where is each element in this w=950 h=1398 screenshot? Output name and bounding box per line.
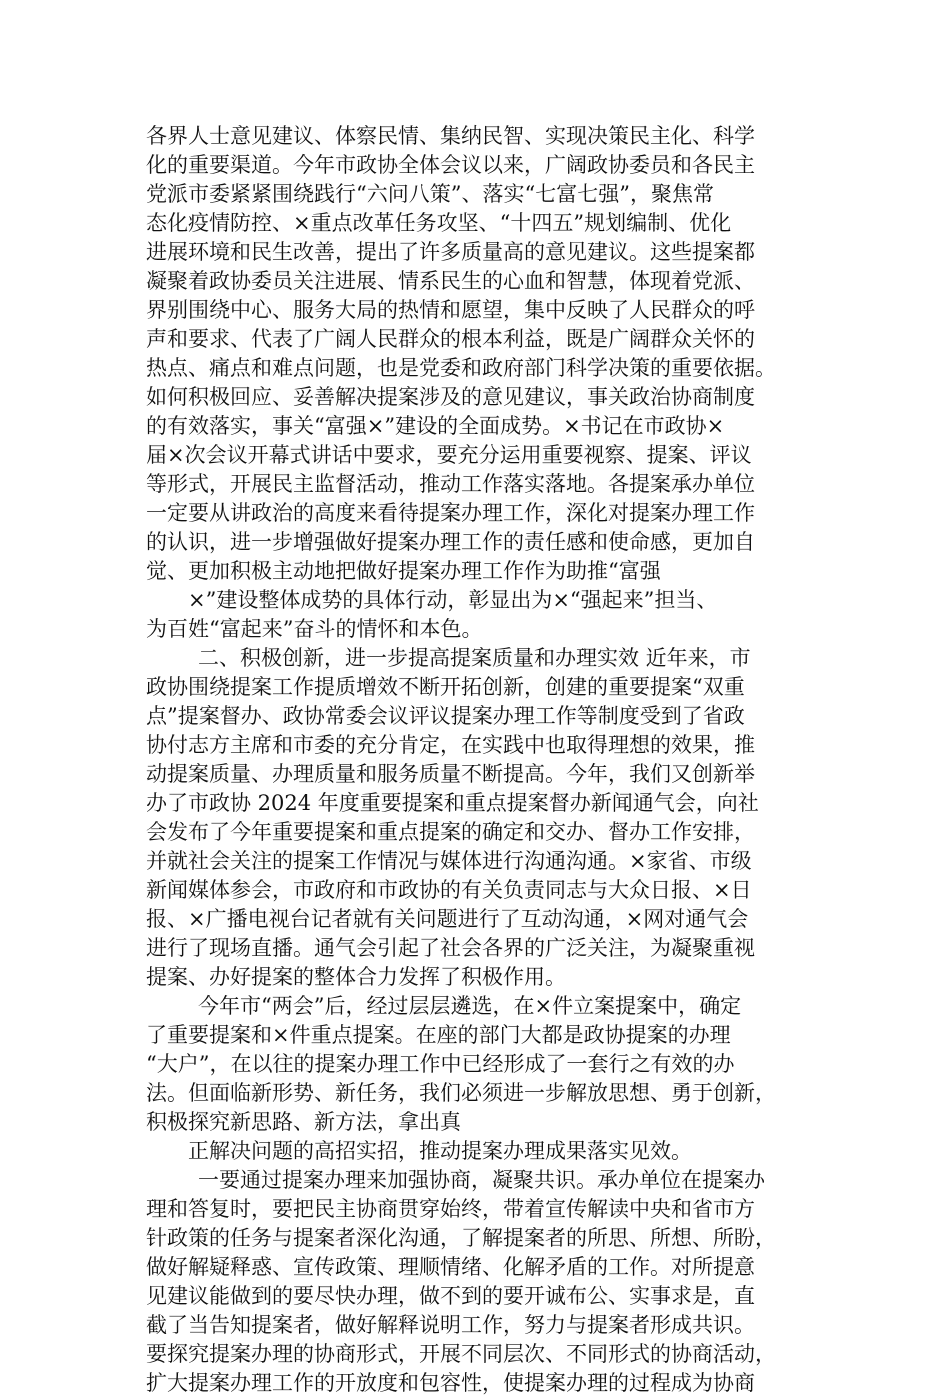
text-line: “大户”，在以往的提案办理工作中已经形成了一套行之有效的办: [146, 1052, 735, 1076]
text-line: 今年市“两会”后，经过层层遴选，在×件立案提案中，确定: [198, 994, 742, 1018]
text-line: 党派市委紧紧围绕践行“六问八策”、落实“七富七强”，聚焦常: [146, 182, 714, 206]
text-line: 二、积极创新，进一步提高提案质量和办理实效 近年来，市: [198, 646, 751, 670]
text-line: ×”建设整体成势的具体行动，彰显出为×“强起来”担当、: [188, 588, 718, 612]
text-line: 为百姓“富起来”奋斗的情怀和本色。: [146, 617, 483, 641]
text-line: 要探究提案办理的协商形式，开展不同层次、不同形式的协商活动，: [146, 1342, 776, 1366]
text-line: 等形式，开展民主监督活动，推动工作落实落地。各提案承办单位: [146, 472, 755, 496]
text-line: 协付志方主席和市委的充分肯定，在实践中也取得理想的效果，推: [146, 733, 755, 757]
text-line: 提案、办好提案的整体合力发挥了积极作用。: [146, 965, 566, 989]
text-line: 办了市政协 2024 年度重要提案和重点提案督办新闻通气会，向社: [146, 791, 759, 815]
text-line: 针政策的任务与提案者深化沟通，了解提案者的所思、所想、所盼，: [146, 1226, 776, 1250]
text-line: 一定要从讲政治的高度来看待提案办理工作，深化对提案办理工作: [146, 501, 755, 525]
text-line: 会发布了今年重要提案和重点提案的确定和交办、督办工作安排，: [146, 820, 755, 844]
text-line: 正解决问题的高招实招，推动提案办理成果落实见效。: [188, 1139, 692, 1163]
text-line: 了重要提案和×件重点提案。在座的部门大都是政协提案的办理: [146, 1023, 731, 1047]
text-line: 做好解疑释惑、宣传政策、理顺情绪、化解矛盾的工作。对所提意: [146, 1255, 755, 1279]
text-line: 积极探究新思路、新方法，拿出真: [146, 1110, 461, 1134]
text-line: 态化疫情防控、×重点改革任务攻坚、“十四五”规划编制、优化: [146, 211, 732, 235]
text-line: 截了当告知提案者，做好解释说明工作，努力与提案者形成共识。: [146, 1313, 755, 1337]
text-line: 扩大提案办理工作的开放度和包容性，使提案办理的过程成为协商: [146, 1371, 755, 1395]
text-line: 政协围绕提案工作提质增效不断开拓创新，创建的重要提案“双重: [146, 675, 745, 699]
text-line: 各界人士意见建议、体察民情、集纳民智、实现决策民主化、科学: [146, 124, 755, 148]
text-line: 热点、痛点和难点问题，也是党委和政府部门科学决策的重要依据。: [146, 356, 776, 380]
text-line: 界别围绕中心、服务大局的热情和愿望，集中反映了人民群众的呼: [146, 298, 755, 322]
text-line: 报、×广播电视台记者就有关问题进行了互动沟通，×网对通气会: [146, 907, 749, 931]
text-line: 法。但面临新形势、新任务，我们必须进一步解放思想、勇于创新，: [146, 1081, 776, 1105]
text-line: 见建议能做到的要尽快办理，做不到的要开诚布公、实事求是，直: [146, 1284, 755, 1308]
text-line: 一要通过提案办理来加强协商，凝聚共识。承办单位在提案办: [198, 1168, 765, 1192]
text-line: 声和要求、代表了广阔人民群众的根本利益，既是广阔群众关怀的: [146, 327, 755, 351]
text-line: 觉、更加积极主动地把做好提案办理工作作为助推“富强: [146, 559, 661, 583]
text-line: 进行了现场直播。通气会引起了社会各界的广泛关注，为凝聚重视: [146, 936, 755, 960]
body-text: [146, 122, 826, 1398]
text-line: 化的重要渠道。今年市政协全体会议以来，广阔政协委员和各民主: [146, 153, 755, 177]
text-line: 动提案质量、办理质量和服务质量不断提高。今年，我们又创新举: [146, 762, 755, 786]
text-line: 并就社会关注的提案工作情况与媒体进行沟通沟通。×家省、市级: [146, 849, 752, 873]
text-line: 的有效落实，事关“富强×”建设的全面成势。×书记在市政协×: [146, 414, 725, 438]
text-line: 凝聚着政协委员关注进展、情系民生的心血和智慧，体现着党派、: [146, 269, 755, 293]
text-line: 点”提案督办、政协常委会议评议提案办理工作等制度受到了省政: [146, 704, 745, 728]
text-line: 届×次会议开幕式讲话中要求，要充分运用重要视察、提案、评议: [146, 443, 752, 467]
text-line: 新闻媒体参会，市政府和市政协的有关负责同志与大众日报、×日: [146, 878, 752, 902]
text-line: 的认识，进一步增强做好提案办理工作的责任感和使命感，更加自: [146, 530, 755, 554]
text-line: 如何积极回应、妥善解决提案涉及的意见建议，事关政治协商制度: [146, 385, 755, 409]
text-line: 进展环境和民生改善，提出了许多质量高的意见建议。这些提案都: [146, 240, 755, 264]
text-line: 理和答复时，要把民主协商贯穿始终，带着宣传解读中央和省市方: [146, 1197, 755, 1221]
